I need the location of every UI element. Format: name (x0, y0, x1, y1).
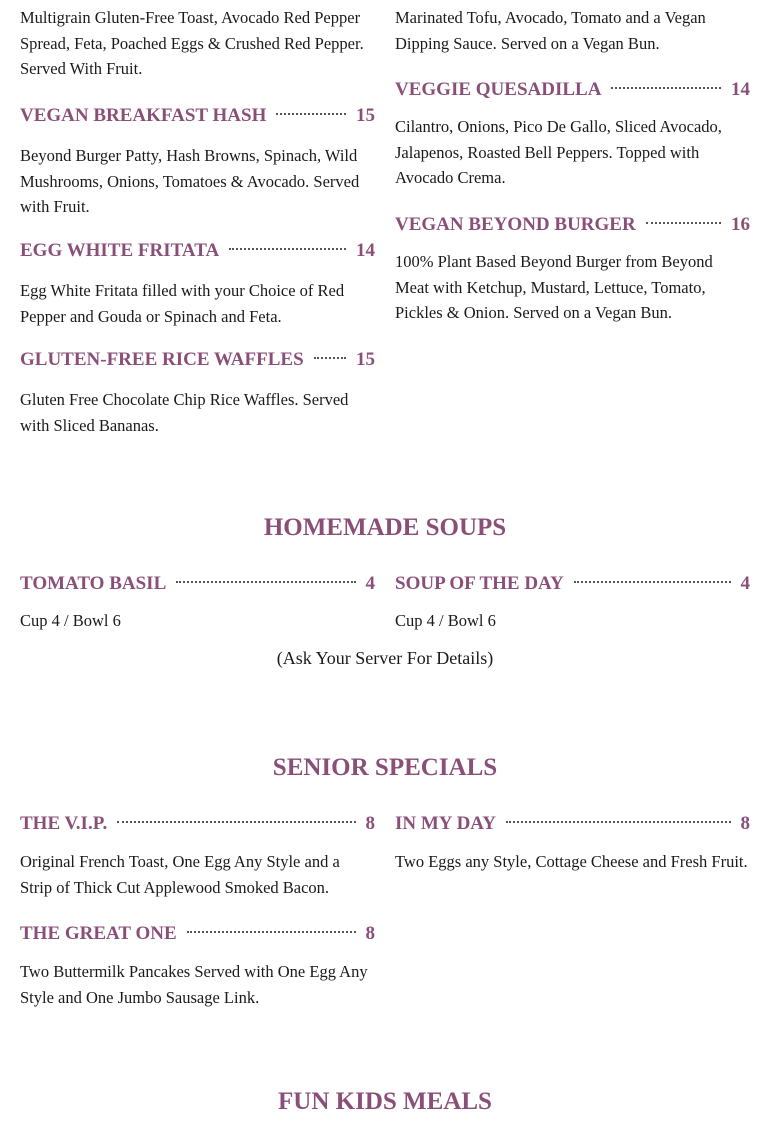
item-description: Cup 4 / Bowl 6 (395, 611, 496, 630)
dot-leader (187, 931, 356, 933)
item-name: VEGAN BREAKFAST HASH (20, 105, 267, 126)
menu-item-egg-white-fritata (20, 239, 375, 329)
menu-item-in-my-day (395, 812, 750, 875)
item-header (395, 812, 750, 836)
menu-item-vegan-beyond-burger (395, 213, 750, 326)
item-header (395, 572, 750, 596)
menu-item-the-great-one (20, 922, 375, 1010)
item-price: 4 (365, 573, 375, 594)
menu-item-veggie-quesadilla (395, 78, 750, 191)
item-price: 14 (731, 79, 750, 100)
item-name: VEGGIE QUESADILLA (395, 79, 602, 100)
item-name: VEGAN BEYOND BURGER (395, 214, 636, 235)
item-price: 8 (365, 813, 375, 834)
menu-item-vegan-breakfast-hash (20, 104, 375, 220)
item-name: THE V.I.P. (20, 813, 108, 834)
item-description: Egg White Fritata filled with your Choice of Red Pepper and Gouda or Spinach and Feta. (20, 281, 345, 326)
item-price: 14 (356, 240, 375, 261)
dot-leader (611, 87, 721, 89)
item-header (20, 104, 375, 128)
item-description: Two Buttermilk Pancakes Served with One Egg Any Style and One Jumbo Sausage Link. (20, 962, 368, 1007)
dot-leader (646, 222, 721, 224)
item-description: Original French Toast, One Egg Any Style and a Strip of Thick Cut Applewood Smoked Bacon. (20, 852, 340, 897)
dot-leader (314, 357, 346, 359)
item-header (395, 78, 750, 102)
item-price: 4 (740, 573, 750, 594)
item-header (20, 812, 375, 836)
menu-item-the-vip (20, 812, 375, 900)
section-title-fun-kids-meals: FUN KIDS MEALS (278, 1088, 492, 1115)
breakfast-right-column (395, 5, 750, 56)
item-name: SOUP OF THE DAY (395, 573, 564, 594)
item-description: Beyond Burger Patty, Hash Browns, Spinach, Wild Mushrooms, Onions, Tomatoes & Avocado. Served with Fruit. (20, 146, 360, 216)
item-header (20, 239, 375, 263)
item-header (20, 572, 375, 596)
item-price: 8 (365, 923, 375, 944)
item-header (395, 213, 750, 237)
item-description: Cilantro, Onions, Pico De Gallo, Sliced Avocado, Jalapenos, Roasted Bell Peppers. Topped with Avocado Crema. (395, 117, 722, 187)
dot-leader (506, 821, 731, 823)
menu-item-gluten-free-rice-waffles (20, 348, 375, 438)
item-name: TOMATO BASIL (20, 573, 167, 594)
item-price: 8 (740, 813, 750, 834)
dot-leader (117, 821, 355, 823)
section-title-senior-specials: SENIOR SPECIALS (272, 754, 498, 781)
item-header (20, 348, 375, 372)
item-description: Two Eggs any Style, Cottage Cheese and Fresh Fruit. (395, 852, 748, 871)
section-title-homemade-soups: HOMEMADE SOUPS (263, 514, 507, 541)
item-name: GLUTEN-FREE RICE WAFFLES (20, 349, 304, 370)
breakfast-left-column (20, 5, 375, 82)
item-name: IN MY DAY (395, 813, 496, 834)
menu-item-soup-of-the-day (395, 572, 750, 634)
item-price: 15 (356, 105, 375, 126)
soup-note: (Ask Your Server For Details) (276, 648, 494, 668)
dot-leader (176, 581, 355, 583)
item-name: THE GREAT ONE (20, 923, 177, 944)
item-description: 100% Plant Based Beyond Burger from Beyond Meat with Ketchup, Mustard, Lettuce, Tomato, Pickles & Onion. Served on a Vegan Bun. (395, 252, 713, 322)
item-description: Cup 4 / Bowl 6 (20, 611, 121, 630)
dot-leader (276, 113, 346, 115)
dot-leader (574, 581, 731, 583)
dot-leader (229, 248, 346, 250)
item-description: Gluten Free Chocolate Chip Rice Waffles. Served with Sliced Bananas. (20, 390, 349, 435)
item-price: 15 (356, 349, 375, 370)
item-description: Marinated Tofu, Avocado, Tomato and a Vegan Dipping Sauce. Served on a Vegan Bun. (395, 8, 706, 53)
item-header (20, 922, 375, 946)
item-price: 16 (731, 214, 750, 235)
item-name: EGG WHITE FRITATA (20, 240, 220, 261)
menu-item-tomato-basil (20, 572, 375, 634)
item-description: Multigrain Gluten-Free Toast, Avocado Red Pepper Spread, Feta, Poached Eggs & Crushed Red Pepper. Served With Fruit. (20, 8, 364, 78)
